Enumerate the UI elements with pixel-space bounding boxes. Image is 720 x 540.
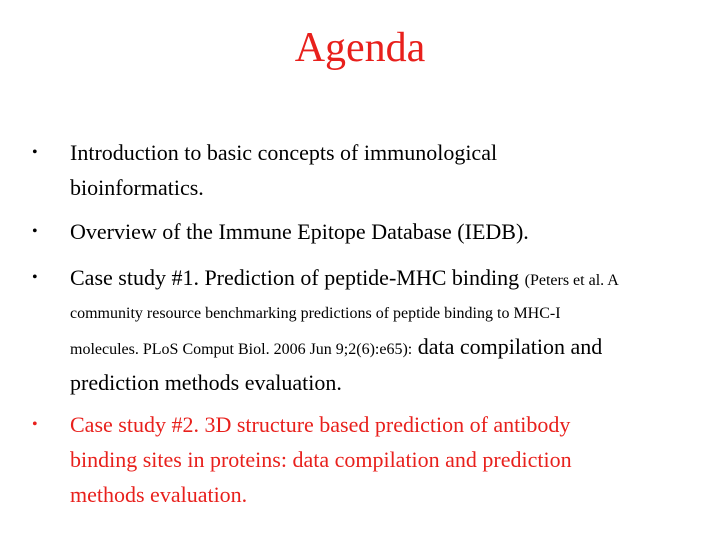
agenda-item-text: Introduction to basic concepts of immunological [70,140,498,165]
agenda-item-text: Overview of the Immune Epitope Database (IEDB). [70,219,529,244]
agenda-item-case-study-2 [30,407,690,512]
bullet-icon: • [32,223,38,240]
agenda-item-text: Case study #1. Prediction of peptide-MHC binding [70,265,525,290]
agenda-item-text: data compilation and [412,334,603,359]
bullet-icon: • [32,269,38,286]
agenda-item-text: binding sites in proteins: data compilation and prediction [70,447,572,472]
slide-title: Agenda [294,25,426,71]
bullet-icon: • [32,144,38,161]
citation-text: community resource benchmarking predictions of peptide binding to MHC-I [70,305,561,322]
agenda-list [30,135,690,512]
agenda-item-text: Case study #2. 3D structure based prediction of antibody [70,412,571,437]
agenda-item-text: bioinformatics. [70,175,204,200]
agenda-item-introduction [30,135,690,205]
citation-text: (Peters et al. A [524,272,619,289]
agenda-item-case-study-1 [30,261,690,399]
agenda-item-line [70,330,690,366]
bullet-icon: • [32,416,38,433]
agenda-item-text: methods evaluation. [70,482,248,507]
agenda-item-overview [30,214,690,249]
citation-text: molecules. PLoS Comput Biol. 2006 Jun 9;2(6):e65): [70,341,413,358]
agenda-item-line [70,261,690,297]
agenda-item-text: prediction methods evaluation. [70,370,342,395]
